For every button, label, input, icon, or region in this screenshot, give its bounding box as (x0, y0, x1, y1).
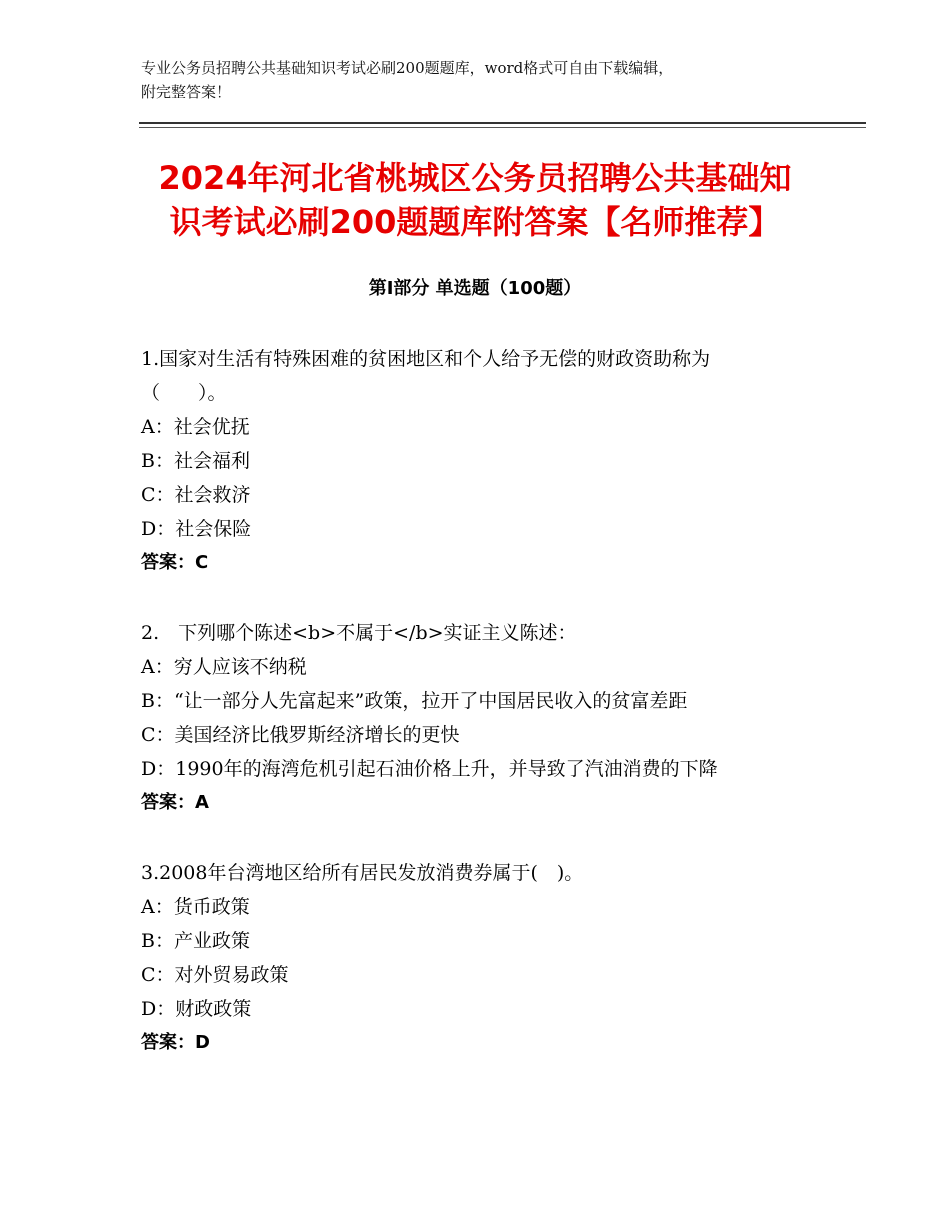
header-rule-thin (139, 127, 866, 128)
answer: 答案：D (141, 1032, 210, 1053)
question-2 (141, 616, 821, 820)
option-a: A：社会优抚 (141, 416, 250, 438)
question-stem: 2. 下列哪个陈述<b>不属于</b>实证主义陈述： (141, 622, 577, 644)
header-note-line-1: 专业公务员招聘公共基础知识考试必刷200题题库，word格式可自由下载编辑， (141, 59, 674, 77)
question-spacer (141, 580, 821, 616)
option-b: B：产业政策 (141, 930, 250, 952)
document-title (120, 156, 830, 244)
question-stem: 1.国家对生活有特殊困难的贫困地区和个人给予无偿的财政资助称为 (141, 348, 711, 370)
question-stem: 3.2008年台湾地区给所有居民发放消费券属于( )。 (141, 862, 584, 884)
option-d: D：财政政策 (141, 998, 252, 1020)
option-b: B：社会福利 (141, 450, 250, 472)
question-3 (141, 856, 821, 1060)
option-c: C：美国经济比俄罗斯经济增长的更快 (141, 724, 460, 746)
header-note (141, 56, 821, 104)
header-rule (139, 122, 866, 124)
option-c: C：社会救济 (141, 484, 251, 506)
header-note-line-2: 附完整答案！ (141, 83, 232, 101)
option-d: D：1990年的海湾危机引起石油价格上升，并导致了汽油消费的下降 (141, 758, 718, 780)
answer: 答案：A (141, 792, 209, 813)
answer: 答案：C (141, 552, 209, 573)
section-title: 第Ⅰ部分 单选题（100题） (368, 278, 582, 299)
option-a: A：货币政策 (141, 896, 250, 918)
option-d: D：社会保险 (141, 518, 252, 540)
document-title-line-1: 2024年河北省桃城区公务员招聘公共基础知 (158, 159, 792, 197)
question-stem-continued: （ ）。 (141, 382, 227, 404)
question-1 (141, 342, 821, 580)
question-list (141, 342, 821, 1060)
option-c: C：对外贸易政策 (141, 964, 289, 986)
option-a: A：穷人应该不纳税 (141, 656, 307, 678)
document-title-line-2: 识考试必刷200题题库附答案【名师推荐】 (169, 203, 781, 241)
option-b: B：“让一部分人先富起来”政策，拉开了中国居民收入的贫富差距 (141, 690, 688, 712)
question-spacer (141, 820, 821, 856)
